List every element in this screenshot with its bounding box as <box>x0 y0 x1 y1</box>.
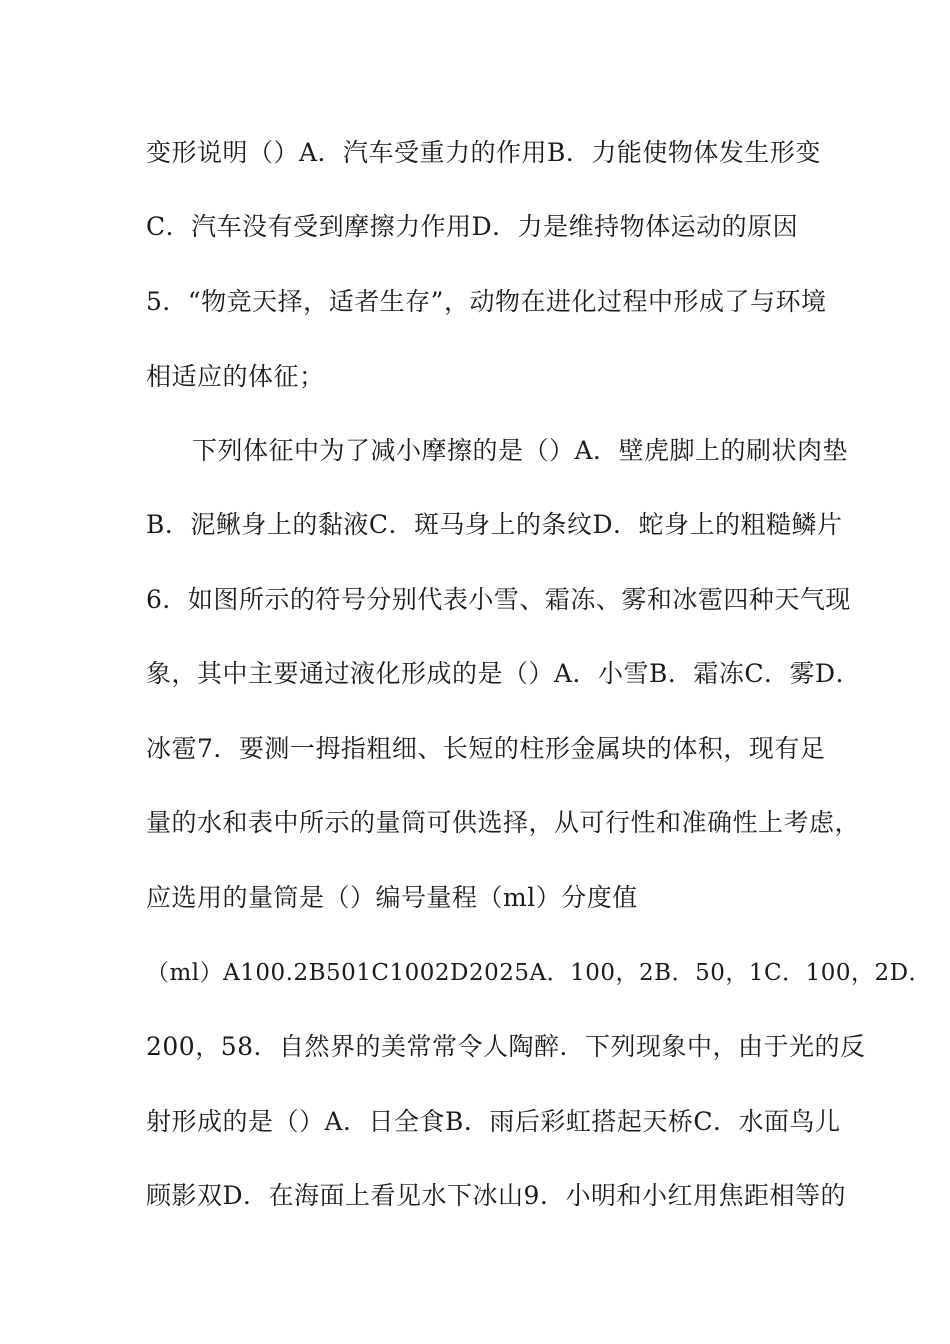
text-line: 下列体征中为了减小摩擦的是（）A．壁虎脚上的刷状肉垫 <box>192 436 849 465</box>
text-line: 冰雹7．要测一拇指粗细、长短的柱形金属块的体积，现有足 <box>146 734 826 763</box>
text-line: 5．“物竞天择，适者生存”，动物在进化过程中形成了与环境 <box>146 287 827 316</box>
text-line: B．泥鳅身上的黏液C．斑马身上的条纹D．蛇身上的粗糙鳞片 <box>146 510 843 539</box>
text-line: 射形成的是（）A．日全食B．雨后彩虹搭起天桥C．水面鸟儿 <box>146 1107 841 1136</box>
text-line: 200，58．自然界的美常常令人陶醉．下列现象中，由于光的反 <box>146 1032 866 1061</box>
text-line: 量的水和表中所示的量筒可供选择，从可行性和准确性上考虑， <box>146 808 861 837</box>
text-line: 6．如图所示的符号分别代表小雪、霜冻、雾和冰雹四种天气现 <box>146 585 851 614</box>
text-line: （ml）A100.2B501C1002D2025A．100，2B．50，1C．100，2D． <box>146 960 933 986</box>
text-line: C．汽车没有受到摩擦力作用D．力是维持物体运动的原因 <box>146 212 799 241</box>
text-line: 顾影双D．在海面上看见水下冰山9．小明和小红用焦距相等的 <box>146 1181 846 1210</box>
text-line: 象，其中主要通过液化形成的是（）A．小雪B．霜冻C．雾D． <box>146 659 862 688</box>
text-line: 应选用的量筒是（）编号量程（ml）分度值 <box>146 883 638 912</box>
text-line: 相适应的体征； <box>146 362 325 391</box>
text-line: 变形说明（）A．汽车受重力的作用B．力能使物体发生形变 <box>146 138 821 167</box>
